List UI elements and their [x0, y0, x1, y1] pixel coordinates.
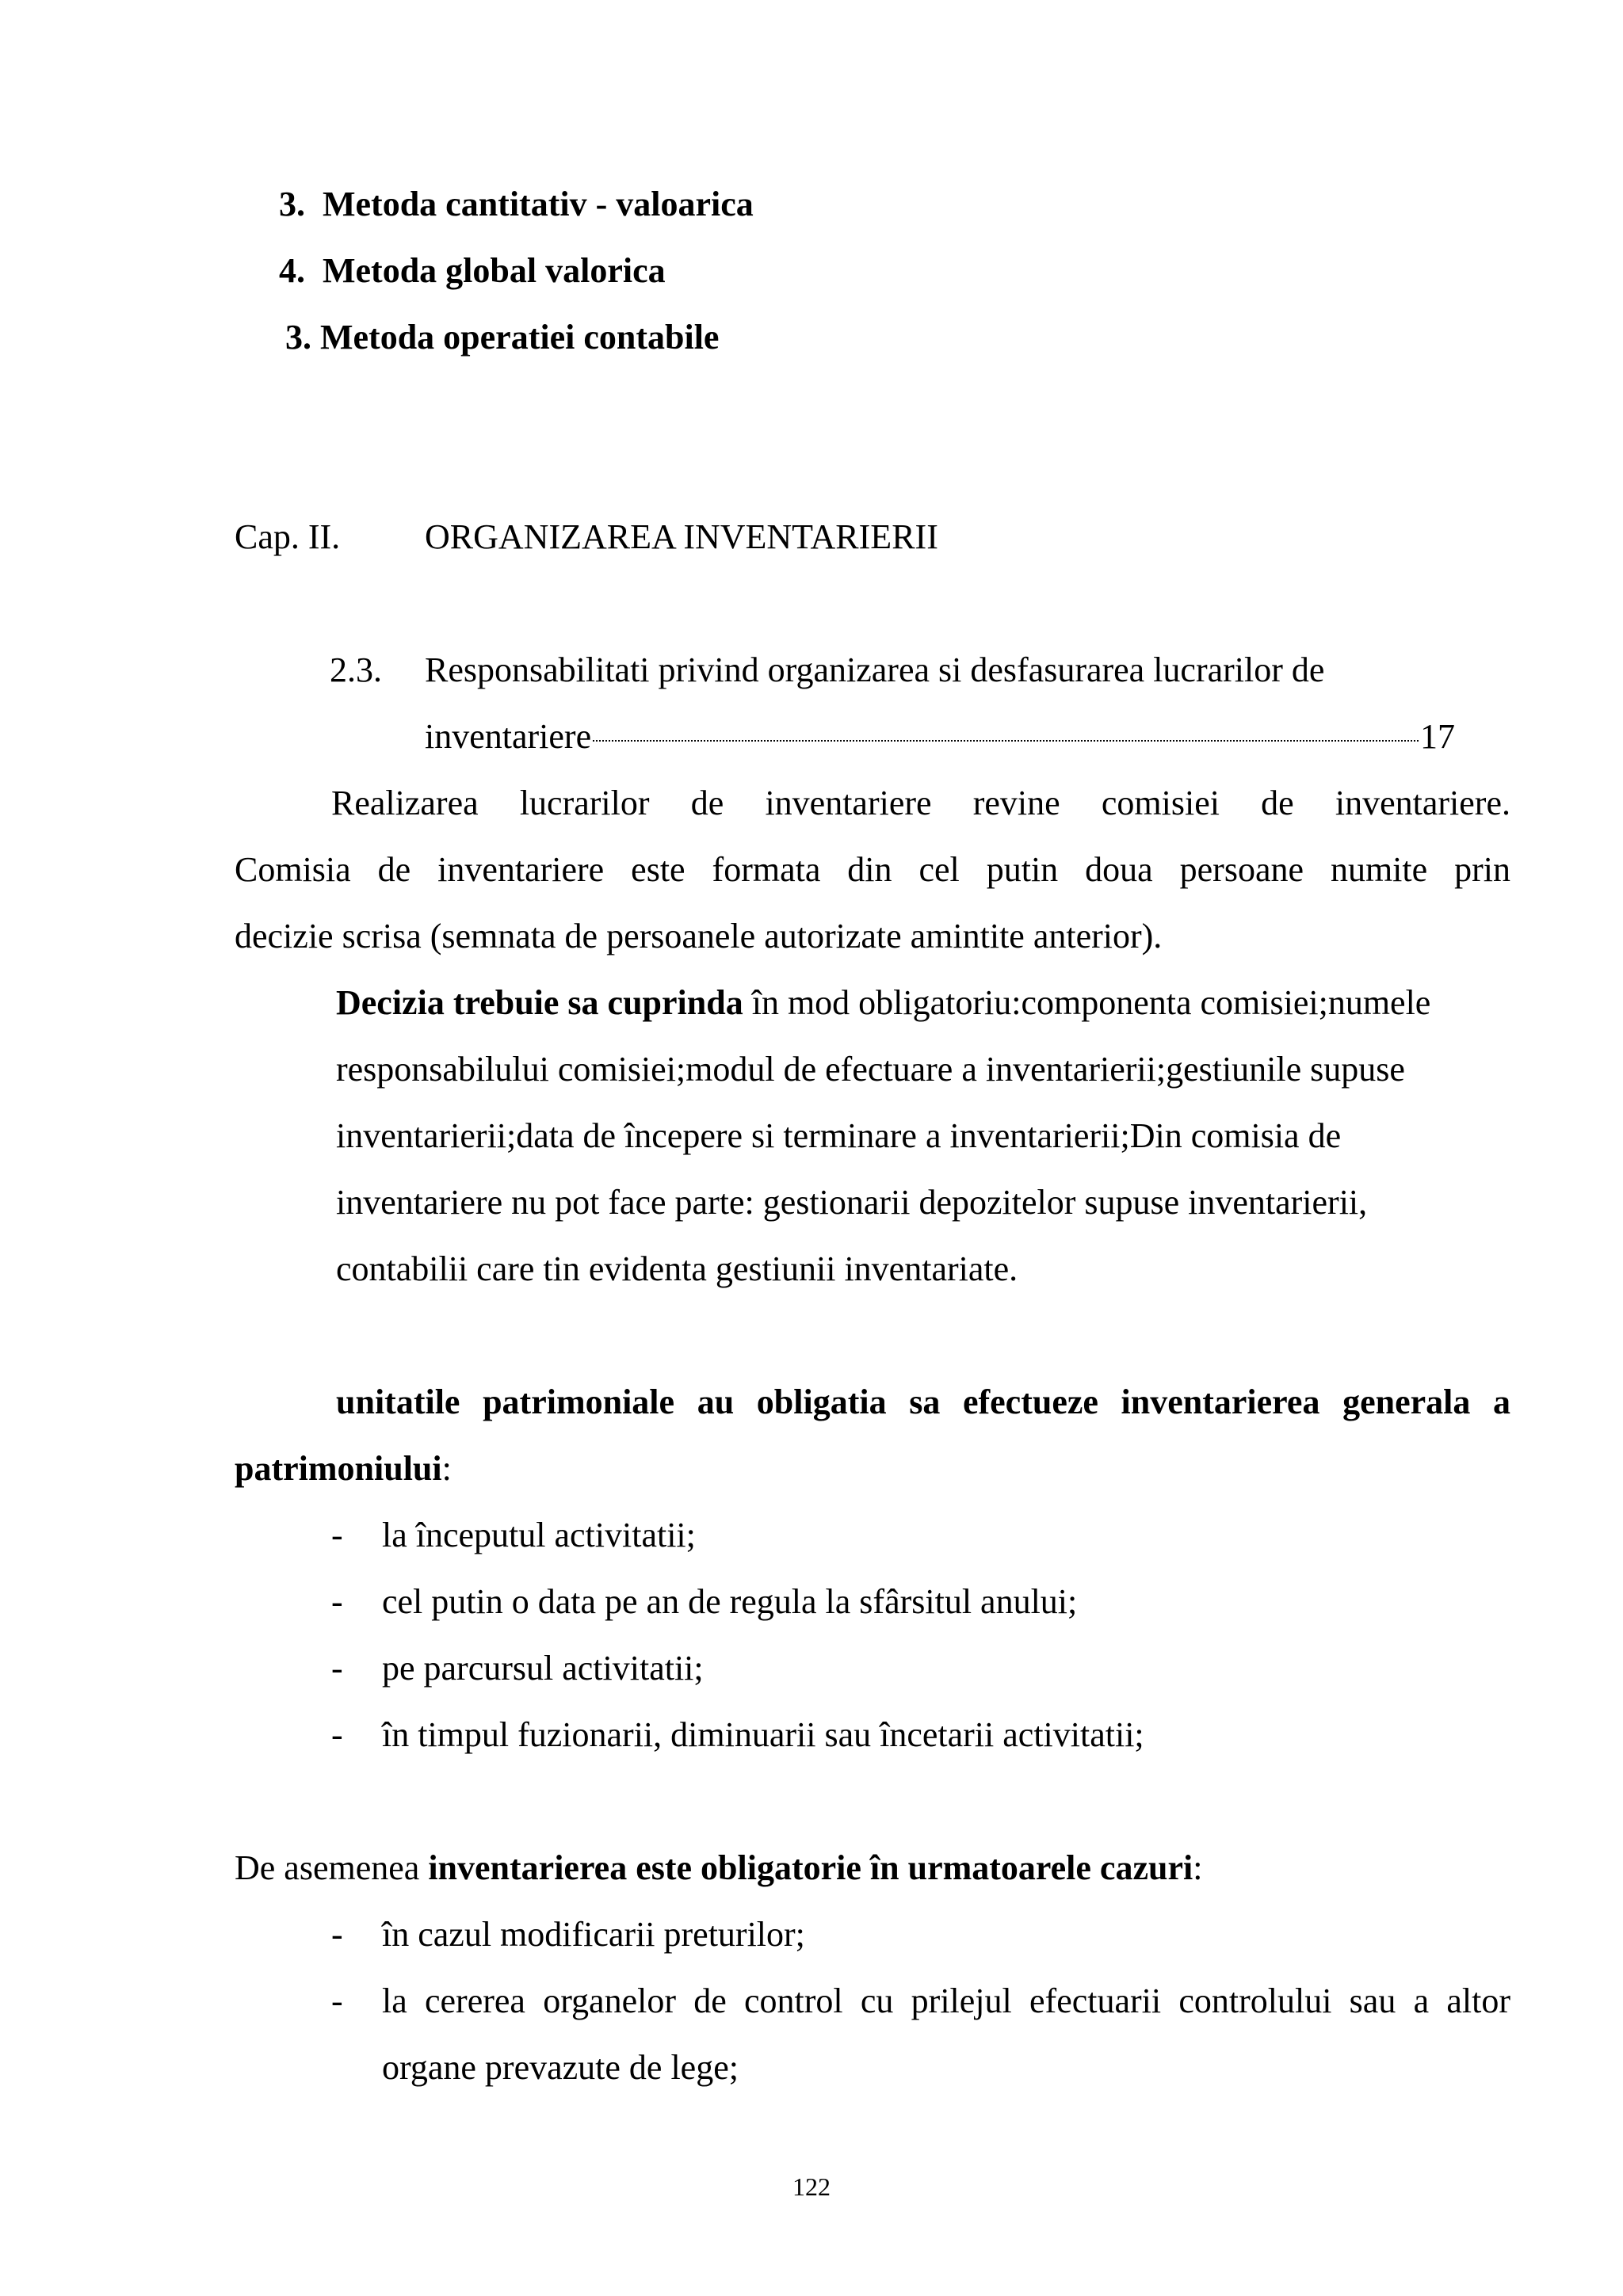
asemenea-bold-text: inventarierea este obligatorie în urmatoarele cazuri [428, 1848, 1193, 1887]
unitatile-bold-text: patrimoniului [235, 1449, 442, 1488]
unitatile-colon: : [441, 1449, 452, 1488]
method-item [279, 181, 754, 228]
decizie-line [336, 979, 1430, 1027]
page-number: 122 [792, 2172, 831, 2201]
chapter-label: Cap. II. [235, 517, 341, 556]
toc-page-number: 17 [1420, 717, 1455, 756]
decizie-text: în mod obligatoriu:componenta comisiei;numele [743, 983, 1431, 1022]
decizie-bold-text: Decizia trebuie sa cuprinda [336, 983, 743, 1022]
paragraph-line: Realizarea lucrarilor de inventariere revine comisiei de inventariere. [331, 784, 1510, 822]
toc-title-line2: inventariere [425, 717, 592, 756]
list-item: cel putin o data pe an de regula la sfârsitul anului; [382, 1582, 1078, 1621]
list-bullet: - [331, 1582, 343, 1621]
chapter-title: ORGANIZAREA INVENTARIERII [425, 517, 938, 556]
method-text: Metoda cantitativ - valoarica [323, 185, 754, 223]
list-bullet: - [331, 1516, 343, 1554]
decizie-line: inventariere nu pot face parte: gestionarii depozitelor supuse inventarierii, [336, 1183, 1368, 1222]
list-bullet: - [331, 1981, 343, 2020]
toc-leader-dots [593, 740, 1419, 742]
asemenea-line [235, 1844, 1202, 1892]
list-bullet: - [331, 1715, 343, 1754]
method-item [285, 314, 719, 361]
method-text: Metoda global valorica [323, 251, 666, 290]
paragraph-line: Comisia de inventariere este formata din cel putin doua persoane numite prin [235, 850, 1510, 889]
decizie-line: inventarierii;data de începere si terminare a inventarierii;Din comisia de [336, 1116, 1342, 1155]
list-bullet: - [331, 1915, 343, 1954]
method-number: 3. [279, 185, 305, 223]
paragraph-line: decizie scrisa (semnata de persoanele autorizate amintite anterior). [235, 917, 1163, 955]
list-item: în timpul fuzionarii, diminuarii sau încetarii activitatii; [382, 1715, 1144, 1754]
list-item: în cazul modificarii preturilor; [382, 1915, 805, 1954]
decizie-line: contabilii care tin evidenta gestiunii inventariate. [336, 1249, 1018, 1288]
asemenea-colon: : [1193, 1848, 1203, 1887]
decizie-line: responsabilului comisiei;modul de efectuare a inventarierii;gestiunile supuse [336, 1050, 1405, 1089]
method-item [279, 247, 666, 295]
unitatile-line: unitatile patrimoniale au obligatia sa efectueze inventarierea generala a [336, 1383, 1510, 1421]
unitatile-line [235, 1445, 452, 1493]
list-item: pe parcursul activitatii; [382, 1649, 704, 1688]
list-item: la cererea organelor de control cu prilejul efectuarii controlului sau a altor [382, 1981, 1510, 2020]
toc-title-line1: Responsabilitati privind organizarea si desfasurarea lucrarilor de [425, 650, 1325, 689]
list-item: la începutul activitatii; [382, 1516, 696, 1554]
toc-entry-row [425, 713, 1455, 761]
method-number: 4. [279, 251, 305, 290]
list-item-continuation: organe prevazute de lege; [382, 2048, 739, 2087]
asemenea-prefix: De asemenea [235, 1848, 429, 1887]
list-bullet: - [331, 1649, 343, 1688]
toc-number: 2.3. [330, 650, 382, 689]
method-text: Metoda operatiei contabile [320, 318, 720, 357]
method-number: 3. [285, 318, 311, 357]
